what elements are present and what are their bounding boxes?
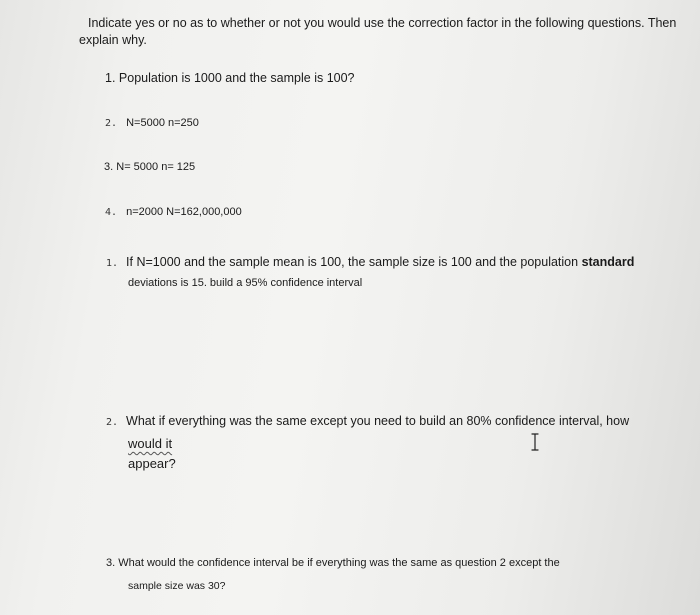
question-a3 [104,161,195,173]
question-a3-number: 3. [104,161,114,173]
question-b3-number: 3. [106,557,116,569]
question-b2-line-3: appear? [128,456,176,471]
text-cursor-icon [530,433,540,451]
question-a4-text: n=2000 N=162,000,000 [126,206,242,218]
question-a3-text: N= 5000 n= 125 [116,161,196,173]
question-b2-text: What if everything was the same except you need to build an 80% confidence interval, how [126,414,630,428]
question-b1-line-1 [106,255,634,269]
intro-line-2: explain why. [79,33,147,47]
question-b1-line-2: deviations is 15. build a 95% confidence interval [128,277,363,289]
intro-line-1: Indicate yes or no as to whether or not you would use the correction factor in the following questions. Then [88,16,677,30]
question-a1-text: Population is 1000 and the sample is 100? [118,71,355,85]
question-b2-line-1 [106,414,629,428]
question-b1-number: 1. [106,258,119,269]
question-b1-bold-word: standard [581,255,635,269]
question-b1-text: If N=1000 and the sample mean is 100, the sample size is 100 and the population [126,255,582,269]
question-a2 [105,117,199,129]
question-a1 [105,71,355,85]
question-b2-line-2: would it [128,436,173,451]
question-a2-number: 2. [105,118,118,129]
question-b3-line-2: sample size was 30? [128,580,226,592]
question-b2-number: 2. [106,417,119,428]
question-a2-text: N=5000 n=250 [126,117,199,129]
question-a4 [105,206,242,218]
question-a4-number: 4. [105,207,118,218]
question-b3-text: What would the confidence interval be if everything was the same as question 2 except the [118,557,560,569]
question-a1-number: 1. [105,71,116,85]
question-b3-line-1 [106,557,560,569]
